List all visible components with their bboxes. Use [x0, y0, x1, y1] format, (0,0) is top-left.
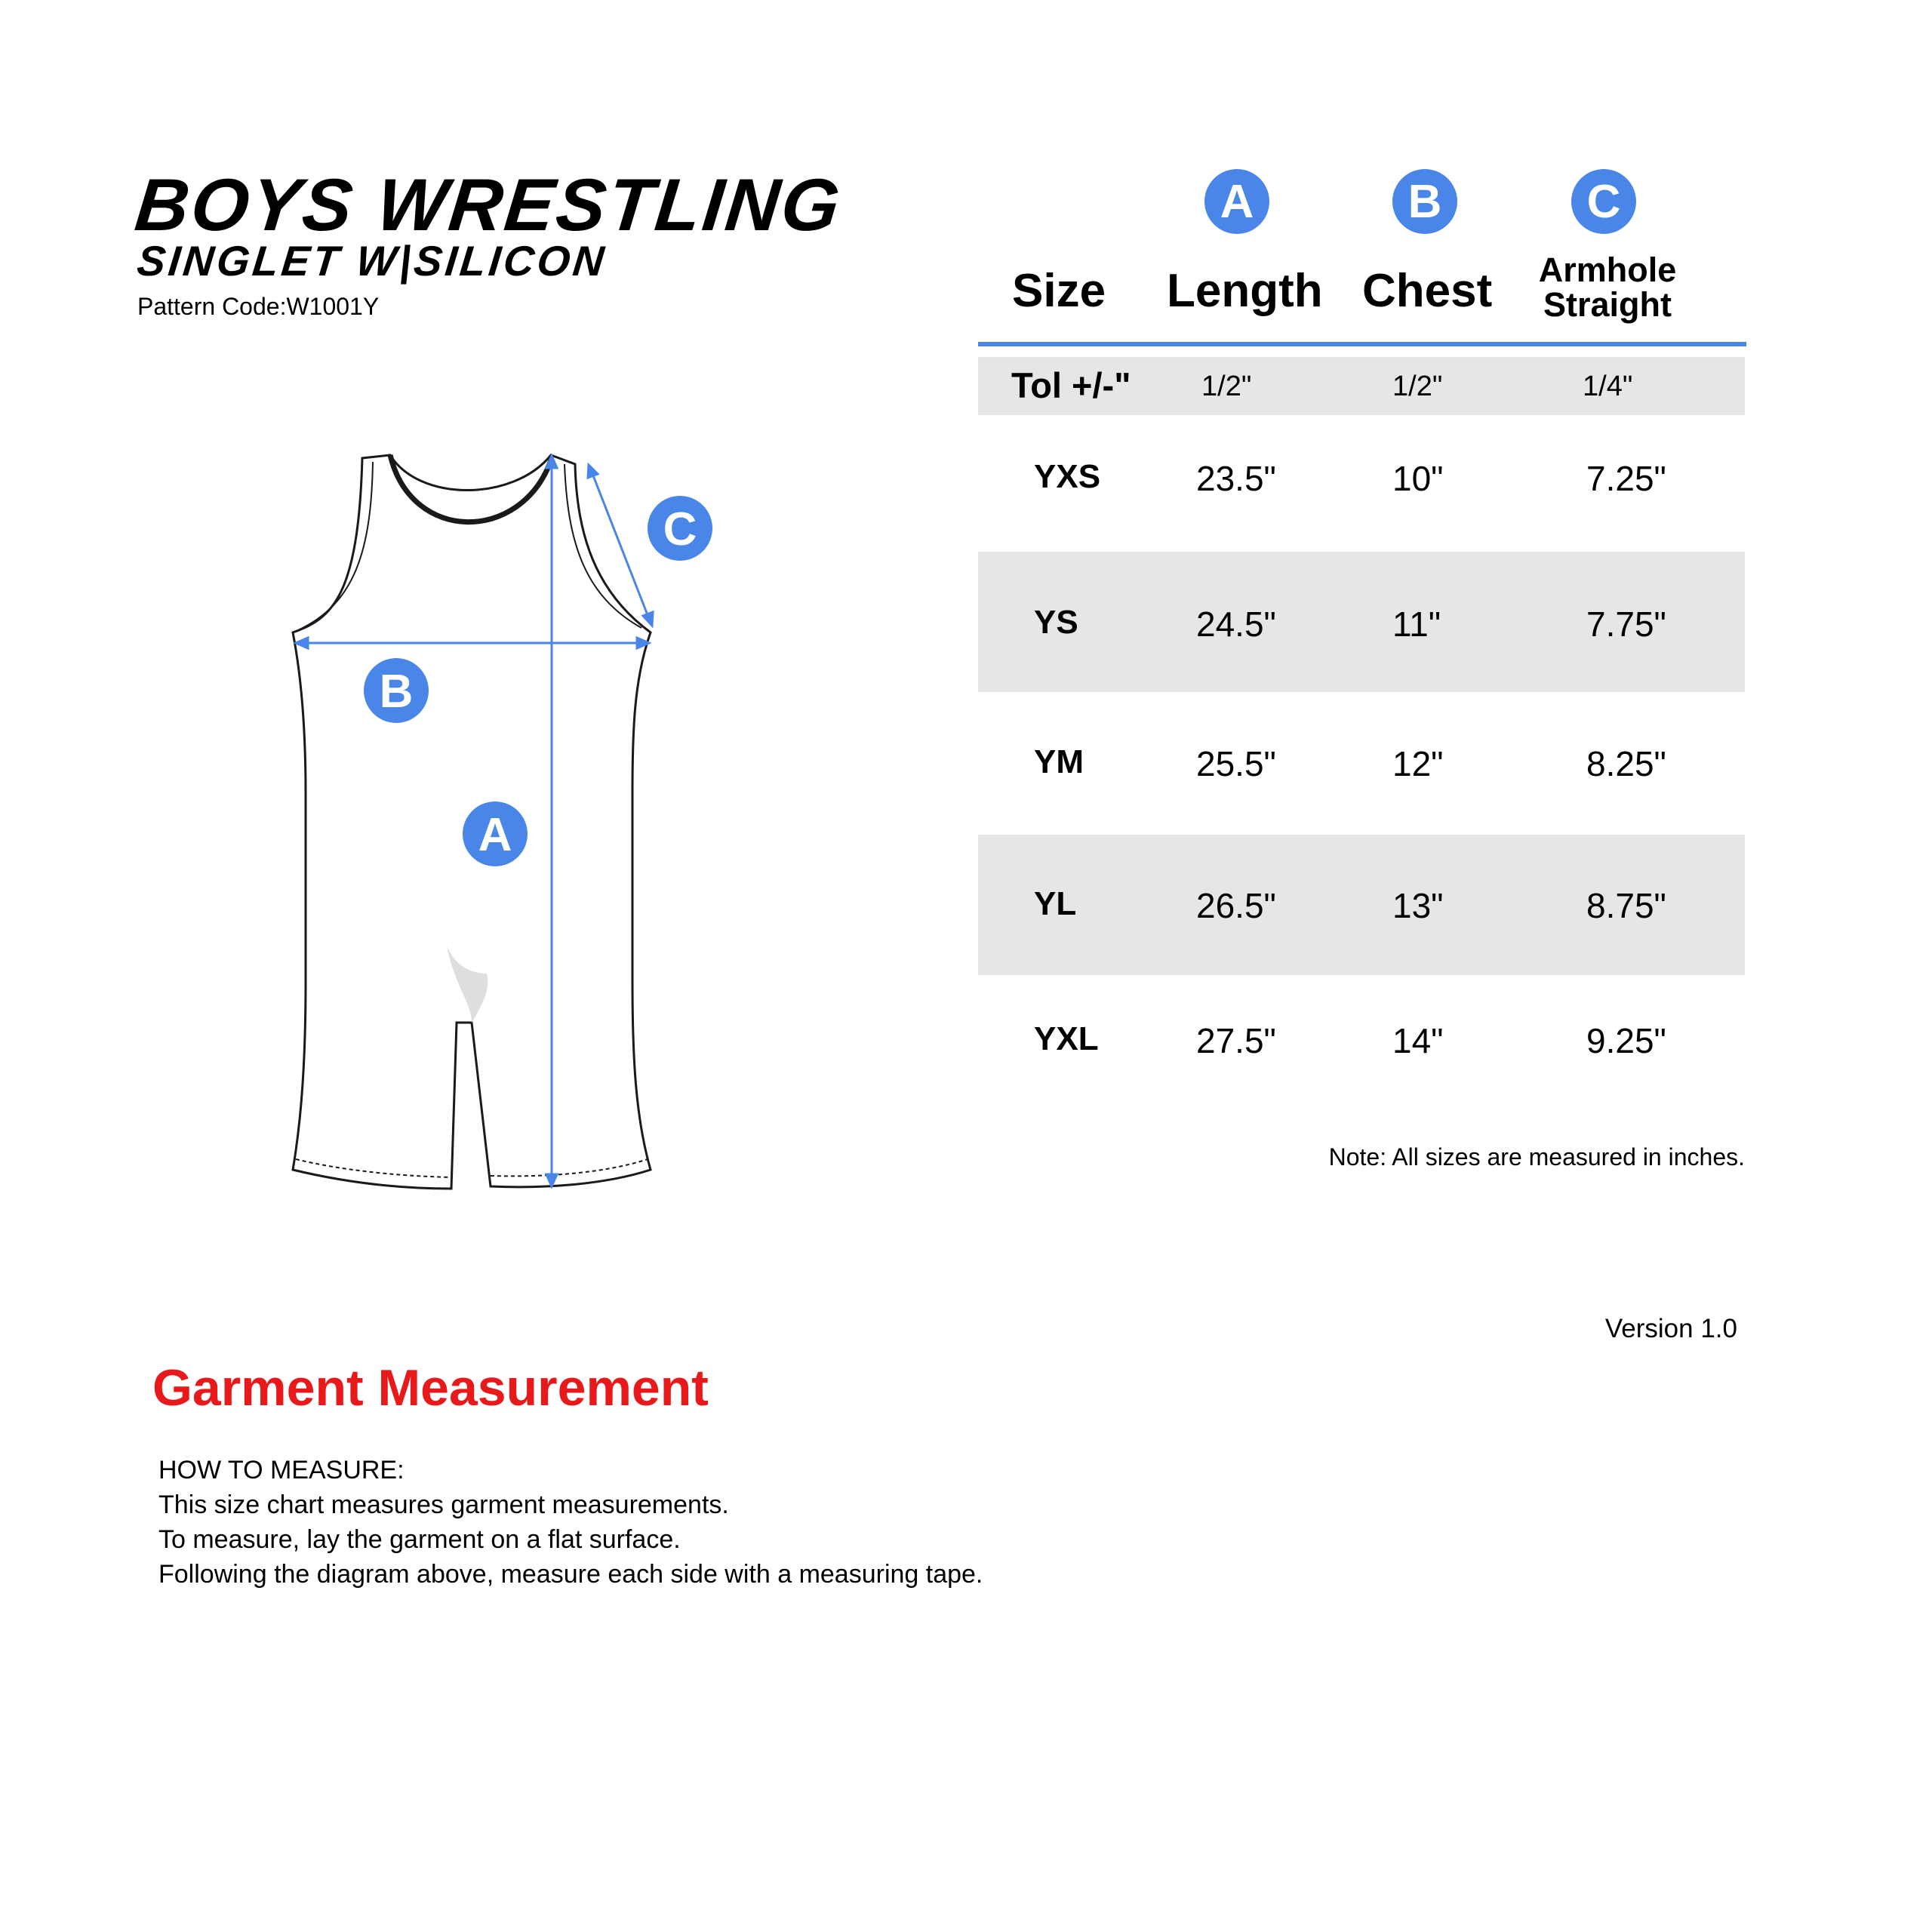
units-note: Note: All sizes are measured in inches. — [1328, 1143, 1745, 1171]
tolerance-length: 1/2" — [1201, 371, 1252, 402]
tolerance-label: Tol +/-" — [1011, 365, 1131, 405]
column-letter-c: C — [1571, 169, 1636, 234]
pattern-code: Pattern Code:W1001Y — [137, 293, 380, 320]
badge-c-letter: C — [663, 503, 697, 555]
arrow-a-bottom — [546, 1174, 557, 1186]
singlet-diagram — [0, 0, 755, 1245]
badge-a — [463, 801, 528, 866]
column-letter-b: B — [1392, 169, 1457, 234]
header-divider — [978, 342, 1746, 346]
column-letter-a: A — [1204, 169, 1269, 234]
header-size: Size — [1012, 265, 1106, 317]
badge-b — [364, 658, 429, 723]
armhole-cell: 8.75" — [1586, 886, 1666, 925]
armhole-cell: 7.75" — [1586, 605, 1666, 644]
version-label: Version 1.0 — [1604, 1314, 1737, 1343]
product-subtitle: SINGLET W|SILICON — [134, 237, 610, 285]
section-title: Garment Measurement — [152, 1359, 709, 1417]
badge-b-letter: B — [379, 666, 414, 718]
size-cell: YM — [1034, 743, 1084, 780]
header-armhole — [1532, 253, 1683, 322]
chest-cell: 11" — [1392, 605, 1441, 644]
hem-right-stitch — [491, 1159, 648, 1176]
armhole-cell: 7.25" — [1586, 459, 1666, 498]
chest-cell: 10" — [1392, 459, 1444, 498]
how-to-line: This size chart measures garment measurements. — [158, 1491, 729, 1519]
how-to-line: Following the diagram above, measure each side with a measuring tape. — [158, 1560, 983, 1589]
badge-c — [648, 496, 712, 561]
header-length: Length — [1167, 265, 1323, 317]
how-to-line: To measure, lay the garment on a flat surface. — [158, 1525, 681, 1554]
header-armhole-line1: Armhole — [1538, 251, 1677, 289]
arrow-c-top — [588, 465, 598, 478]
length-cell: 27.5" — [1196, 1021, 1276, 1060]
chest-cell: 14" — [1392, 1021, 1444, 1060]
gusset-shape — [447, 946, 488, 1023]
header-chest: Chest — [1362, 265, 1493, 317]
product-title: BOYS WRESTLING — [131, 163, 846, 246]
tolerance-armhole: 1/4" — [1583, 371, 1633, 402]
chest-cell: 13" — [1392, 886, 1444, 925]
size-cell: YS — [1034, 604, 1078, 641]
measure-line-c — [590, 468, 651, 623]
header-armhole-line2: Straight — [1543, 285, 1672, 324]
arrow-c-bottom — [643, 612, 653, 626]
how-to-line: HOW TO MEASURE: — [158, 1456, 405, 1484]
length-cell: 24.5" — [1196, 605, 1276, 644]
chest-cell: 12" — [1392, 744, 1444, 783]
armhole-cell: 9.25" — [1586, 1021, 1666, 1060]
neckline-inner — [390, 455, 551, 522]
length-cell: 23.5" — [1196, 459, 1276, 498]
badge-a-letter: A — [478, 809, 512, 861]
size-cell: YXS — [1034, 458, 1101, 495]
how-to-measure — [158, 1453, 983, 1592]
length-cell: 25.5" — [1196, 744, 1276, 783]
armhole-cell: 8.25" — [1586, 744, 1666, 783]
arrow-b-left — [296, 638, 308, 648]
size-cell: YL — [1034, 885, 1077, 922]
length-cell: 26.5" — [1196, 886, 1276, 925]
size-cell: YXL — [1034, 1020, 1099, 1057]
tolerance-chest: 1/2" — [1392, 371, 1443, 402]
